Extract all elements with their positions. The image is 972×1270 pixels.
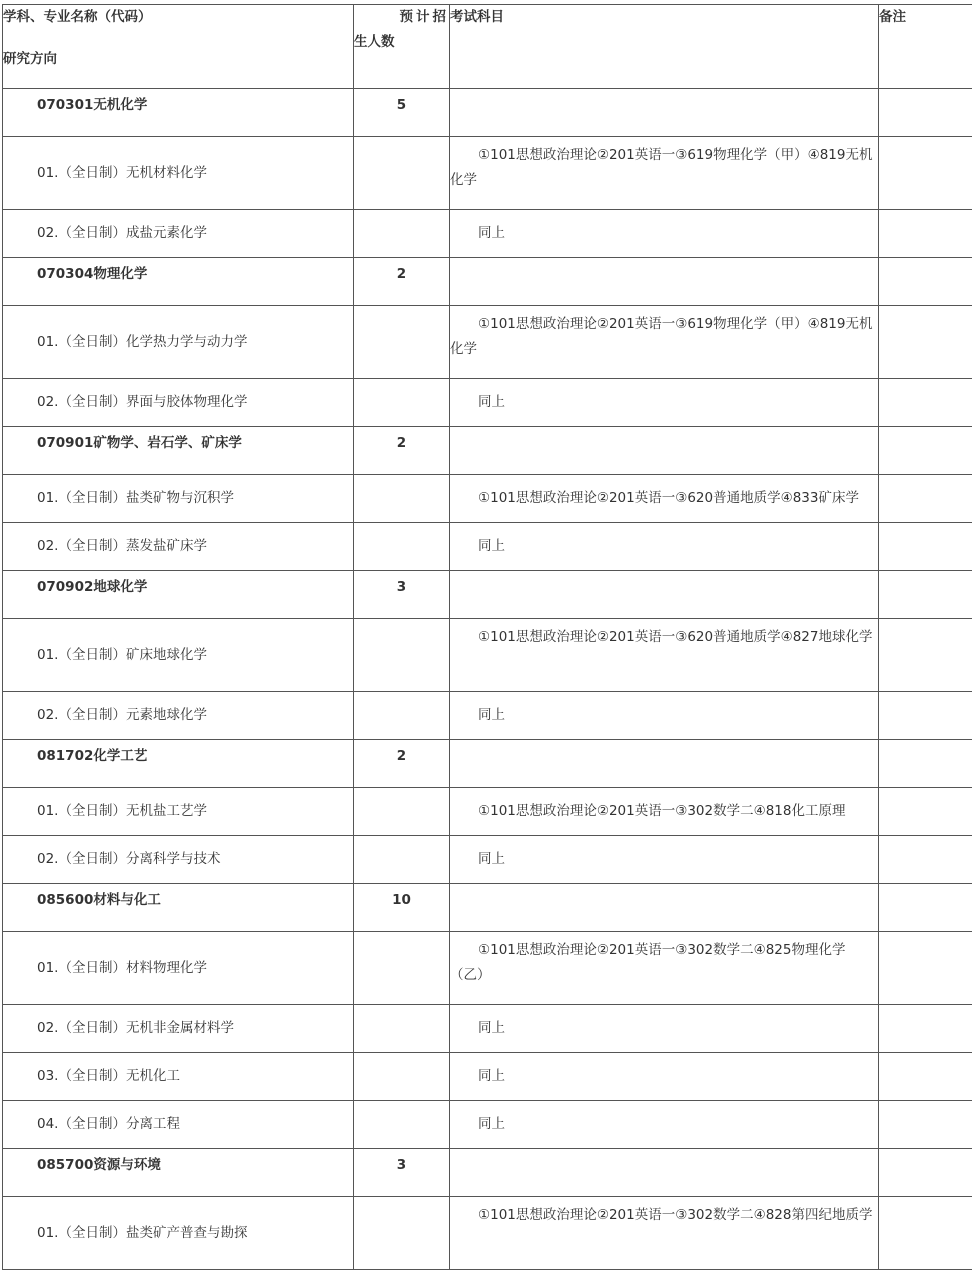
exam-subjects-cell [450, 306, 879, 379]
major-row [3, 1149, 972, 1197]
direction-row [3, 788, 972, 836]
quota-value: 5 [354, 89, 450, 137]
major-name: 081702化学工艺 [3, 740, 354, 788]
major-row [3, 740, 972, 788]
note-cell [879, 1149, 972, 1197]
note-cell [879, 137, 972, 210]
exam-subjects: ①101思想政治理论②201英语一③302数学二④818化工原理 [478, 803, 845, 819]
quota-value [354, 306, 450, 379]
note-cell [879, 571, 972, 619]
quota-value [354, 523, 450, 571]
exam-subjects-cell [450, 932, 879, 1005]
header-direction-label: 研究方向 [3, 47, 353, 72]
exam-subjects: 同上 [478, 707, 505, 723]
direction-name: 03.（全日制）无机化工 [3, 1053, 354, 1101]
note-cell [879, 1197, 972, 1270]
header-quota-cell [354, 5, 450, 89]
quota-value: 2 [354, 258, 450, 306]
note-cell [879, 258, 972, 306]
exam-subjects: ①101思想政治理论②201英语一③620普通地质学④833矿床学 [478, 490, 859, 506]
exam-subjects [450, 740, 879, 788]
direction-row [3, 1101, 972, 1149]
quota-value [354, 379, 450, 427]
major-name: 070901矿物学、岩石学、矿床学 [3, 427, 354, 475]
direction-name: 01.（全日制）无机材料化学 [3, 137, 354, 210]
exam-subjects-cell [450, 475, 879, 523]
direction-row [3, 836, 972, 884]
exam-subjects: 同上 [478, 394, 505, 410]
exam-subjects-cell [450, 523, 879, 571]
major-row [3, 89, 972, 137]
major-name: 085700资源与环境 [3, 1149, 354, 1197]
exam-subjects: 同上 [478, 1068, 505, 1084]
direction-name: 02.（全日制）成盐元素化学 [3, 210, 354, 258]
direction-row [3, 932, 972, 1005]
direction-name: 04.（全日制）分离工程 [3, 1101, 354, 1149]
quota-value [354, 1005, 450, 1053]
note-cell [879, 619, 972, 692]
direction-name: 01.（全日制）无机盐工艺学 [3, 788, 354, 836]
header-quota-label-1: 预计招 [354, 5, 449, 30]
exam-subjects-cell [450, 379, 879, 427]
direction-row [3, 1005, 972, 1053]
major-row [3, 258, 972, 306]
exam-subjects-cell [450, 1101, 879, 1149]
quota-value [354, 619, 450, 692]
note-cell [879, 379, 972, 427]
header-name-cell [3, 5, 354, 89]
exam-subjects-cell [450, 692, 879, 740]
note-cell [879, 89, 972, 137]
direction-row [3, 523, 972, 571]
header-quota-label-2: 生人数 [354, 30, 449, 55]
exam-subjects [450, 571, 879, 619]
direction-row [3, 1053, 972, 1101]
exam-subjects-cell [450, 137, 879, 210]
header-name-label: 学科、专业名称（代码） [3, 5, 353, 30]
exam-subjects-cell [450, 619, 879, 692]
exam-subjects: 同上 [478, 1020, 505, 1036]
exam-subjects: 同上 [478, 538, 505, 554]
direction-name: 01.（全日制）盐类矿产普查与勘探 [3, 1197, 354, 1270]
quota-value [354, 1197, 450, 1270]
note-cell [879, 210, 972, 258]
direction-row [3, 475, 972, 523]
note-cell [879, 427, 972, 475]
exam-subjects: 同上 [478, 1116, 505, 1132]
exam-subjects [450, 1149, 879, 1197]
direction-name: 02.（全日制）元素地球化学 [3, 692, 354, 740]
header-note-label: 备注 [879, 5, 972, 89]
exam-subjects [450, 884, 879, 932]
quota-value [354, 1101, 450, 1149]
header-exam-label: 考试科目 [450, 5, 879, 89]
exam-subjects: ①101思想政治理论②201英语一③302数学二④828第四纪地质学 [478, 1207, 872, 1223]
exam-subjects [450, 427, 879, 475]
major-row [3, 427, 972, 475]
quota-value: 10 [354, 884, 450, 932]
exam-subjects-cell [450, 1053, 879, 1101]
direction-name: 02.（全日制）无机非金属材料学 [3, 1005, 354, 1053]
quota-value [354, 788, 450, 836]
direction-name: 01.（全日制）材料物理化学 [3, 932, 354, 1005]
direction-name: 01.（全日制）盐类矿物与沉积学 [3, 475, 354, 523]
note-cell [879, 1053, 972, 1101]
exam-subjects-cell [450, 1005, 879, 1053]
quota-value: 2 [354, 740, 450, 788]
note-cell [879, 932, 972, 1005]
admissions-table [2, 4, 972, 1270]
direction-name: 01.（全日制）矿床地球化学 [3, 619, 354, 692]
note-cell [879, 884, 972, 932]
quota-value [354, 836, 450, 884]
header-row [3, 5, 972, 89]
quota-value [354, 210, 450, 258]
quota-value [354, 475, 450, 523]
exam-subjects: ①101思想政治理论②201英语一③619物理化学（甲）④819无机化学 [450, 316, 872, 357]
quota-value [354, 1053, 450, 1101]
exam-subjects [450, 89, 879, 137]
note-cell [879, 836, 972, 884]
direction-row [3, 306, 972, 379]
major-name: 070301无机化学 [3, 89, 354, 137]
note-cell [879, 1101, 972, 1149]
major-row [3, 884, 972, 932]
exam-subjects: ①101思想政治理论②201英语一③619物理化学（甲）④819无机化学 [450, 147, 872, 188]
direction-row [3, 692, 972, 740]
major-name: 085600材料与化工 [3, 884, 354, 932]
direction-name: 02.（全日制）蒸发盐矿床学 [3, 523, 354, 571]
direction-name: 01.（全日制）化学热力学与动力学 [3, 306, 354, 379]
direction-row [3, 379, 972, 427]
note-cell [879, 692, 972, 740]
direction-row [3, 619, 972, 692]
direction-row [3, 1197, 972, 1270]
exam-subjects-cell [450, 1197, 879, 1270]
exam-subjects: 同上 [478, 225, 505, 241]
quota-value: 2 [354, 427, 450, 475]
exam-subjects: ①101思想政治理论②201英语一③620普通地质学④827地球化学 [478, 629, 872, 645]
direction-row [3, 210, 972, 258]
note-cell [879, 788, 972, 836]
quota-value: 3 [354, 1149, 450, 1197]
quota-value [354, 692, 450, 740]
exam-subjects-cell [450, 210, 879, 258]
major-name: 070902地球化学 [3, 571, 354, 619]
note-cell [879, 306, 972, 379]
major-name: 070304物理化学 [3, 258, 354, 306]
exam-subjects-cell [450, 836, 879, 884]
quota-value: 3 [354, 571, 450, 619]
note-cell [879, 1005, 972, 1053]
note-cell [879, 523, 972, 571]
major-row [3, 571, 972, 619]
note-cell [879, 475, 972, 523]
direction-name: 02.（全日制）分离科学与技术 [3, 836, 354, 884]
exam-subjects: 同上 [478, 851, 505, 867]
exam-subjects [450, 258, 879, 306]
direction-name: 02.（全日制）界面与胶体物理化学 [3, 379, 354, 427]
quota-value [354, 137, 450, 210]
quota-value [354, 932, 450, 1005]
exam-subjects-cell [450, 788, 879, 836]
direction-row [3, 137, 972, 210]
note-cell [879, 740, 972, 788]
exam-subjects: ①101思想政治理论②201英语一③302数学二④825物理化学（乙） [450, 942, 845, 983]
